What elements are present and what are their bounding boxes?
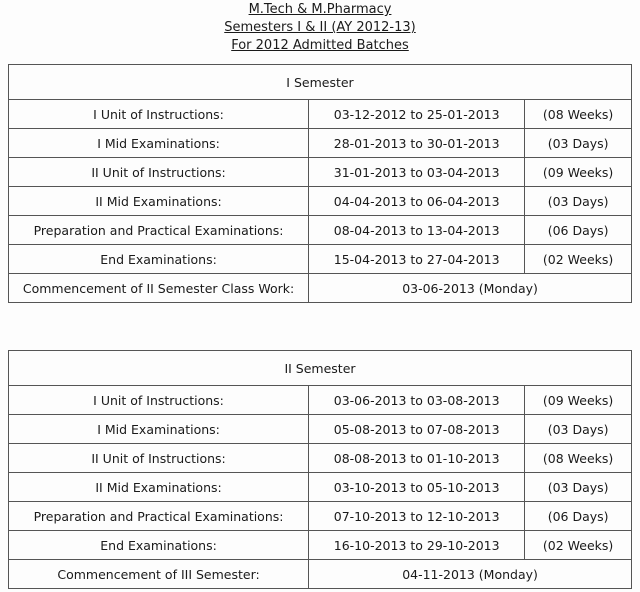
semester-heading: II Semester [9, 351, 632, 386]
table-row [9, 245, 632, 274]
duration-cell: (08 Weeks) [525, 100, 632, 129]
table-row [9, 415, 632, 444]
title-line-2: Semesters I & II (AY 2012-13) [224, 20, 416, 35]
date-range-cell: 08-08-2013 to 01-10-2013 [309, 444, 525, 473]
activity-cell: Preparation and Practical Examinations: [9, 216, 309, 245]
table-row [9, 531, 632, 560]
commencement-date: 03-06-2013 (Monday) [309, 274, 632, 303]
duration-cell: (06 Days) [525, 216, 632, 245]
duration-cell: (08 Weeks) [525, 444, 632, 473]
table-row [9, 187, 632, 216]
duration-cell: (02 Weeks) [525, 531, 632, 560]
date-range-cell: 03-10-2013 to 05-10-2013 [309, 473, 525, 502]
duration-cell: (06 Days) [525, 502, 632, 531]
duration-cell: (03 Days) [525, 129, 632, 158]
activity-cell: II Unit of Instructions: [9, 158, 309, 187]
activity-cell: II Mid Examinations: [9, 187, 309, 216]
table-row [9, 444, 632, 473]
table-heading-row [9, 351, 632, 386]
duration-cell: (03 Days) [525, 187, 632, 216]
activity-cell: I Mid Examinations: [9, 129, 309, 158]
table-row [9, 158, 632, 187]
title-line-1: M.Tech & M.Pharmacy [248, 2, 392, 17]
duration-cell: (09 Weeks) [525, 386, 632, 415]
date-range-cell: 04-04-2013 to 06-04-2013 [309, 187, 525, 216]
activity-cell: Preparation and Practical Examinations: [9, 502, 309, 531]
activity-cell: I Mid Examinations: [9, 415, 309, 444]
table-row [9, 502, 632, 531]
date-range-cell: 08-04-2013 to 13-04-2013 [309, 216, 525, 245]
semester-heading: I Semester [9, 65, 632, 100]
commencement-label: Commencement of II Semester Class Work: [9, 274, 309, 303]
date-range-cell: 07-10-2013 to 12-10-2013 [309, 502, 525, 531]
date-range-cell: 05-08-2013 to 07-08-2013 [309, 415, 525, 444]
semester-1-table [8, 64, 632, 303]
duration-cell: (02 Weeks) [525, 245, 632, 274]
commencement-row [9, 274, 632, 303]
semester-2-table [8, 350, 632, 589]
date-range-cell: 15-04-2013 to 27-04-2013 [309, 245, 525, 274]
date-range-cell: 03-12-2012 to 25-01-2013 [309, 100, 525, 129]
duration-cell: (03 Days) [525, 473, 632, 502]
duration-cell: (09 Weeks) [525, 158, 632, 187]
activity-cell: II Unit of Instructions: [9, 444, 309, 473]
date-range-cell: 28-01-2013 to 30-01-2013 [309, 129, 525, 158]
table-row [9, 473, 632, 502]
commencement-date: 04-11-2013 (Monday) [309, 560, 632, 589]
activity-cell: End Examinations: [9, 245, 309, 274]
table-row [9, 216, 632, 245]
table-heading-row [9, 65, 632, 100]
activity-cell: I Unit of Instructions: [9, 100, 309, 129]
table-row [9, 386, 632, 415]
table-row [9, 129, 632, 158]
date-range-cell: 16-10-2013 to 29-10-2013 [309, 531, 525, 560]
duration-cell: (03 Days) [525, 415, 632, 444]
commencement-label: Commencement of III Semester: [9, 560, 309, 589]
activity-cell: II Mid Examinations: [9, 473, 309, 502]
activity-cell: End Examinations: [9, 531, 309, 560]
date-range-cell: 03-06-2013 to 03-08-2013 [309, 386, 525, 415]
title-line-3: For 2012 Admitted Batches [231, 38, 409, 53]
commencement-row [9, 560, 632, 589]
date-range-cell: 31-01-2013 to 03-04-2013 [309, 158, 525, 187]
activity-cell: I Unit of Instructions: [9, 386, 309, 415]
table-row [9, 100, 632, 129]
